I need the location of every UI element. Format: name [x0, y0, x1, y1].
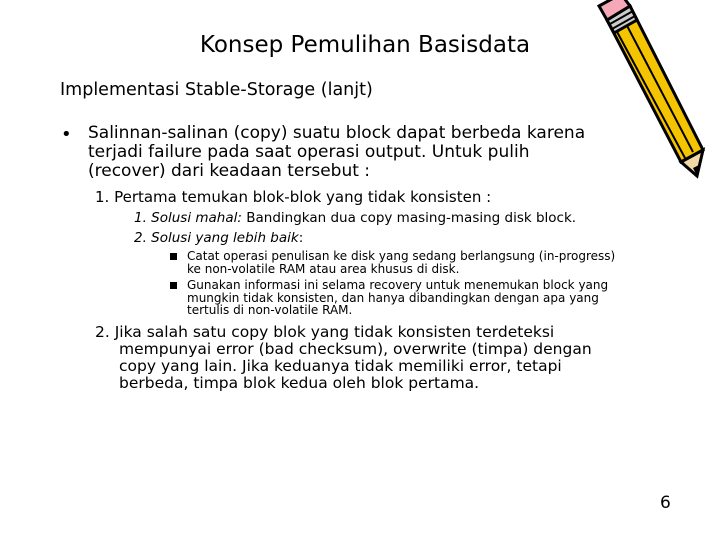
main-line: (recover) dari keadaan tersebut : [88, 161, 371, 181]
main-paragraph [88, 124, 585, 181]
sub-bullet-line: tertulis di non-volatile RAM. [187, 303, 353, 317]
sub-bullet-line: ke non-volatile RAM atau area khusus di disk. [187, 261, 460, 276]
item2-line: mempunyai error (bad checksum), overwrite (timpa) dengan [119, 340, 592, 358]
square-bullet-icon [170, 282, 177, 289]
sub-bullet-line: Gunakan informasi ini selama recovery untuk menemukan block yang [187, 278, 609, 292]
sub-bullet-1 [187, 250, 615, 275]
page-number: 6 [660, 493, 671, 513]
item2-line: 2. Jika salah satu copy blok yang tidak konsisten terdeteksi [95, 323, 555, 341]
bullet-dot: • [61, 124, 72, 145]
sub-item-1-prefix: 1. Solusi mahal: [134, 210, 242, 226]
numbered-item-2 [95, 324, 592, 392]
sub-item-1 [134, 210, 576, 226]
main-line: terjadi failure pada saat operasi output. Untuk pulih [88, 142, 530, 162]
slide-subtitle: Implementasi Stable-Storage (lanjt) [60, 80, 373, 100]
sub-bullet-2 [187, 279, 608, 317]
item2-line: berbeda, timpa blok kedua oleh blok pertama. [119, 374, 480, 392]
sub-item-2 [134, 230, 303, 246]
sub-item-1-text: Bandingkan dua copy masing-masing disk block. [241, 210, 577, 226]
slide-title: Konsep Pemulihan Basisdata [199, 32, 531, 58]
sub-item-2-prefix: 2. Solusi yang lebih baik [134, 230, 299, 246]
pencil-clipart [585, 0, 710, 180]
sub-item-2-text: : [298, 230, 304, 246]
square-bullet-icon [170, 253, 177, 260]
main-line: Salinnan-salinan (copy) suatu block dapat berbeda karena [88, 123, 586, 143]
sub-bullet-line: mungkin tidak konsisten, dan hanya dibandingkan dengan apa yang [187, 290, 599, 305]
sub-bullet-line: Catat operasi penulisan ke disk yang sedang berlangsung (in-progress) [187, 249, 616, 263]
numbered-item-1: 1. Pertama temukan blok-blok yang tidak konsisten : [95, 188, 492, 206]
item2-line: copy yang lain. Jika keduanya tidak memiliki error, tetapi [119, 357, 562, 375]
